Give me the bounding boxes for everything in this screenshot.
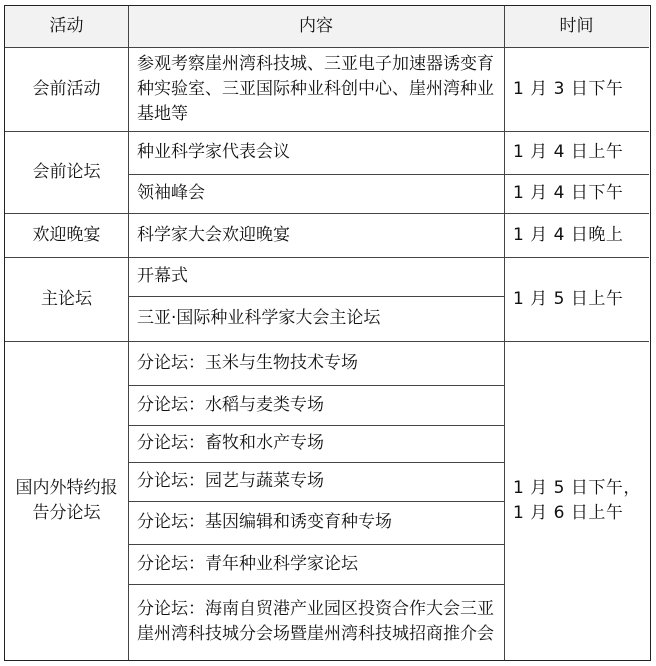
content-cell: 分论坛：基因编辑和诱变育种专场 bbox=[137, 512, 392, 532]
content-cell: 分论坛：园艺与蔬菜专场 bbox=[137, 471, 324, 491]
content-cell: 三亚·国际种业科学家大会主论坛 bbox=[137, 308, 381, 328]
content-cell: 领袖峰会 bbox=[137, 183, 205, 203]
content-cell: 分论坛：青年种业科学家论坛 bbox=[137, 553, 358, 574]
time-cell: 1 月 4 日上午 bbox=[513, 142, 624, 162]
time-cell: 1 月 4 日下午 bbox=[513, 183, 624, 203]
time-cell: 1 月 5 日下午，1 月 6 日上午 bbox=[513, 477, 641, 523]
header-activity: 活动 bbox=[49, 16, 84, 36]
header-content: 内容 bbox=[299, 16, 333, 36]
time-cell: 1 月 5 日上午 bbox=[513, 288, 624, 309]
content-cell: 科学家大会欢迎晚宴 bbox=[137, 224, 290, 245]
content-cell: 开幕式 bbox=[137, 266, 188, 286]
activity-cell: 会前论坛 bbox=[32, 161, 101, 182]
time-cell: 1 月 3 日下午 bbox=[513, 78, 624, 99]
content-cell: 分论坛：玉米与生物技术专场 bbox=[137, 352, 358, 373]
time-cell: 1 月 4 日晚上 bbox=[513, 224, 624, 245]
content-cell: 分论坛：海南自贸港产业园区投资合作大会三亚崖州湾科技城分会场暨崖州湾科技城招商推介会 bbox=[137, 599, 494, 644]
content-cell: 参观考察崖州湾科技城、三亚电子加速器诱变育种实验室、三亚国际种业科创中心、崖州湾种业基地等 bbox=[137, 53, 494, 124]
activity-cell: 主论坛 bbox=[41, 288, 92, 309]
activity-cell: 欢迎晚宴 bbox=[32, 224, 101, 245]
schedule-table bbox=[4, 5, 651, 661]
activity-cell: 会前活动 bbox=[32, 78, 101, 99]
content-cell: 种业科学家代表会议 bbox=[137, 142, 290, 162]
header-time: 时间 bbox=[559, 16, 594, 36]
content-cell: 分论坛：畜牧和水产专场 bbox=[137, 433, 324, 453]
activity-cell: 国内外特约报告分论坛 bbox=[15, 477, 118, 523]
content-cell: 分论坛：水稻与麦类专场 bbox=[137, 394, 324, 415]
